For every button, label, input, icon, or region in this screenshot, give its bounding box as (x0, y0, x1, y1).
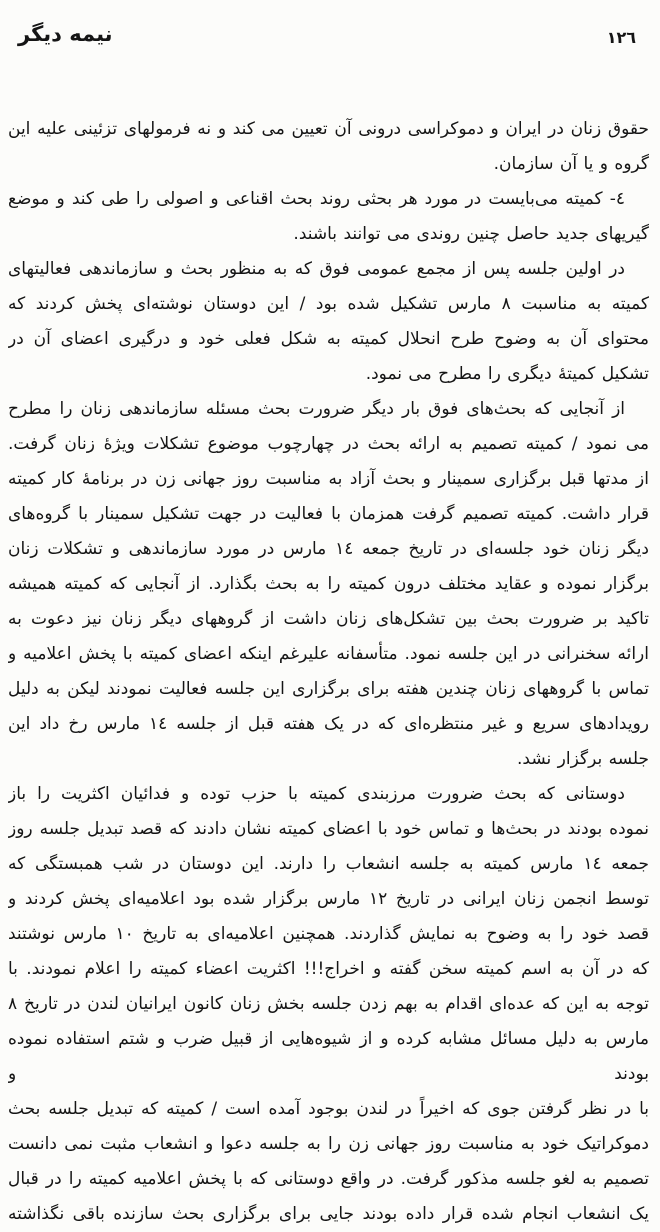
page-body (8, 112, 649, 1232)
text-line: تشکیل کمیتهٔ دیگری را مطرح می نمود. (365, 364, 649, 384)
text-line: کمیته به مناسبت ٨ مارس تشکیل شده بود / این دوستان نوشته‌ای پخش کردند که (8, 294, 649, 314)
text-line: گیریهای جدید حاصل چنین روندی می توانند باشند. (293, 224, 649, 244)
text-line: قصد خود را به وضوح به نمایش گذاردند. همچنین اعلامیه‌ای به تاریخ ١٠ مارس نوشتند (8, 924, 649, 944)
text-line: تاکید بر ضرورت بحث بین تشکل‌های زنان داشت از گروههای دیگر زنان نیز دعوت به (8, 609, 649, 629)
text-line: تصمیم به لغو جلسه مذکور گرفت. در واقع دوستانی که با پخش اعلامیه کمیته را در قبال (8, 1169, 649, 1189)
text-line: قرار داشت. کمیته تصمیم گرفت همزمان با فعالیت در جهت تشکیل سمینار با گروه‌های (8, 504, 649, 524)
text-line: دموکراتیک خود به مناسبت روز جهانی زن را به جلسه دعوا و انشعاب مثبت نمی دانست (8, 1134, 649, 1154)
text-line: برگزار نموده و عقاید مختلف درون کمیته را به بحث بگذارد. از آنجایی که کمیته همیشه (8, 574, 649, 594)
text-line: از مدتها قبل برگزاری سمینار و بحث آزاد به مناسبت روز جهانی زن در برنامهٔ کار کمیته (8, 469, 649, 489)
page-number: ١٢٦ (606, 28, 636, 47)
text-line: محتوای آن به وضوح طرح انحلال کمیته به شکل فعلی خود و درگیری اعضای آن در (8, 329, 649, 349)
text-line: جلسه برگزار نشد. (517, 749, 649, 769)
text-line: دیگر زنان خود جلسه‌ای در تاریخ جمعه ١٤ مارس در مورد سازماندهی و تشکلات زنان (8, 539, 649, 559)
text-line: که در آن به اسم کمیته سخن گفته و اخراج!!! اکثریت اعضاء کمیته را اعلام نمودند. با (8, 959, 649, 979)
text-line: می نمود / کمیته تصمیم به ارائه بحث در چهارچوب موضوع تشکلات ویژهٔ زنان گرفت. (8, 434, 649, 454)
text-line: ارائه سخنرانی در این جلسه نمود. متأسفانه علیرغم اینکه اعضای کمیته با پخش اعلامیه و (8, 644, 649, 664)
text-line: جمعه ١٤ مارس کمیته به جلسه انشعاب را دارند. این دوستان در شب همبستگی که (8, 854, 649, 874)
text-line: نموده بودند در بحث‌ها و تماس خود با اعضای کمیته نشان دادند که قصد تبدیل جلسه روز (8, 819, 649, 839)
text-line: حقوق زنان در ایران و دموکراسی درونی آن تعیین می کند و نه فرمولهای تزئینی علیه این (8, 119, 649, 139)
text-line: در اولین جلسه پس از مجمع عمومی فوق که به منظور بحث و سازماندهی فعالیتهای (8, 259, 625, 279)
text-line: با در نظر گرفتن جوی که اخیراً در لندن بوجود آمده است / کمیته که تبدیل جلسه بحث (8, 1099, 649, 1119)
text-line: ٤- کمیته می‌بایست در مورد هر بحثی روند بحث اقناعی و اصولی را طی کند و موضع (8, 189, 625, 209)
text-line: رویدادهای سریع و غیر منتظره‌ای که در یک هفته قبل از جلسه ١٤ مارس رخ داد این (8, 714, 649, 734)
text-line: از آنجایی که بحث‌های فوق بار دیگر ضرورت بحث مسئله سازماندهی زنان را مطرح (8, 399, 625, 419)
text-line: توجه به این که عده‌ای اقدام به بهم زدن جلسه بخش زنان کانون ایرانیان لندن در تاریخ ٨ (8, 994, 649, 1014)
text-line: توسط انجمن زنان ایرانی در تاریخ ١٢ مارس برگزار شده بود اعلامیه‌ای پخش کردند و (8, 889, 649, 909)
text-line: گروه و یا آن سازمان. (493, 154, 649, 174)
text-line: مارس به دلیل مسائل مشابه کرده و از شیوه‌هایی از قبیل ضرب و شتم استفاده نموده بودند و (8, 1029, 649, 1084)
text-line: یک انشعاب انجام شده قرار داده بودند جایی برای برگزاری بحث سازنده باقی نگذاشته (8, 1204, 649, 1224)
text-line: دوستانی که بحث ضرورت مرزبندی کمیته با حزب توده و فدائیان اکثریت را باز (8, 784, 625, 804)
text-line: تماس با گروههای زنان چندین هفته برای برگزاری این جلسه فعالیت نمودند لیکن به دلیل (8, 679, 649, 699)
journal-title: نیمه دیگر (18, 22, 113, 46)
